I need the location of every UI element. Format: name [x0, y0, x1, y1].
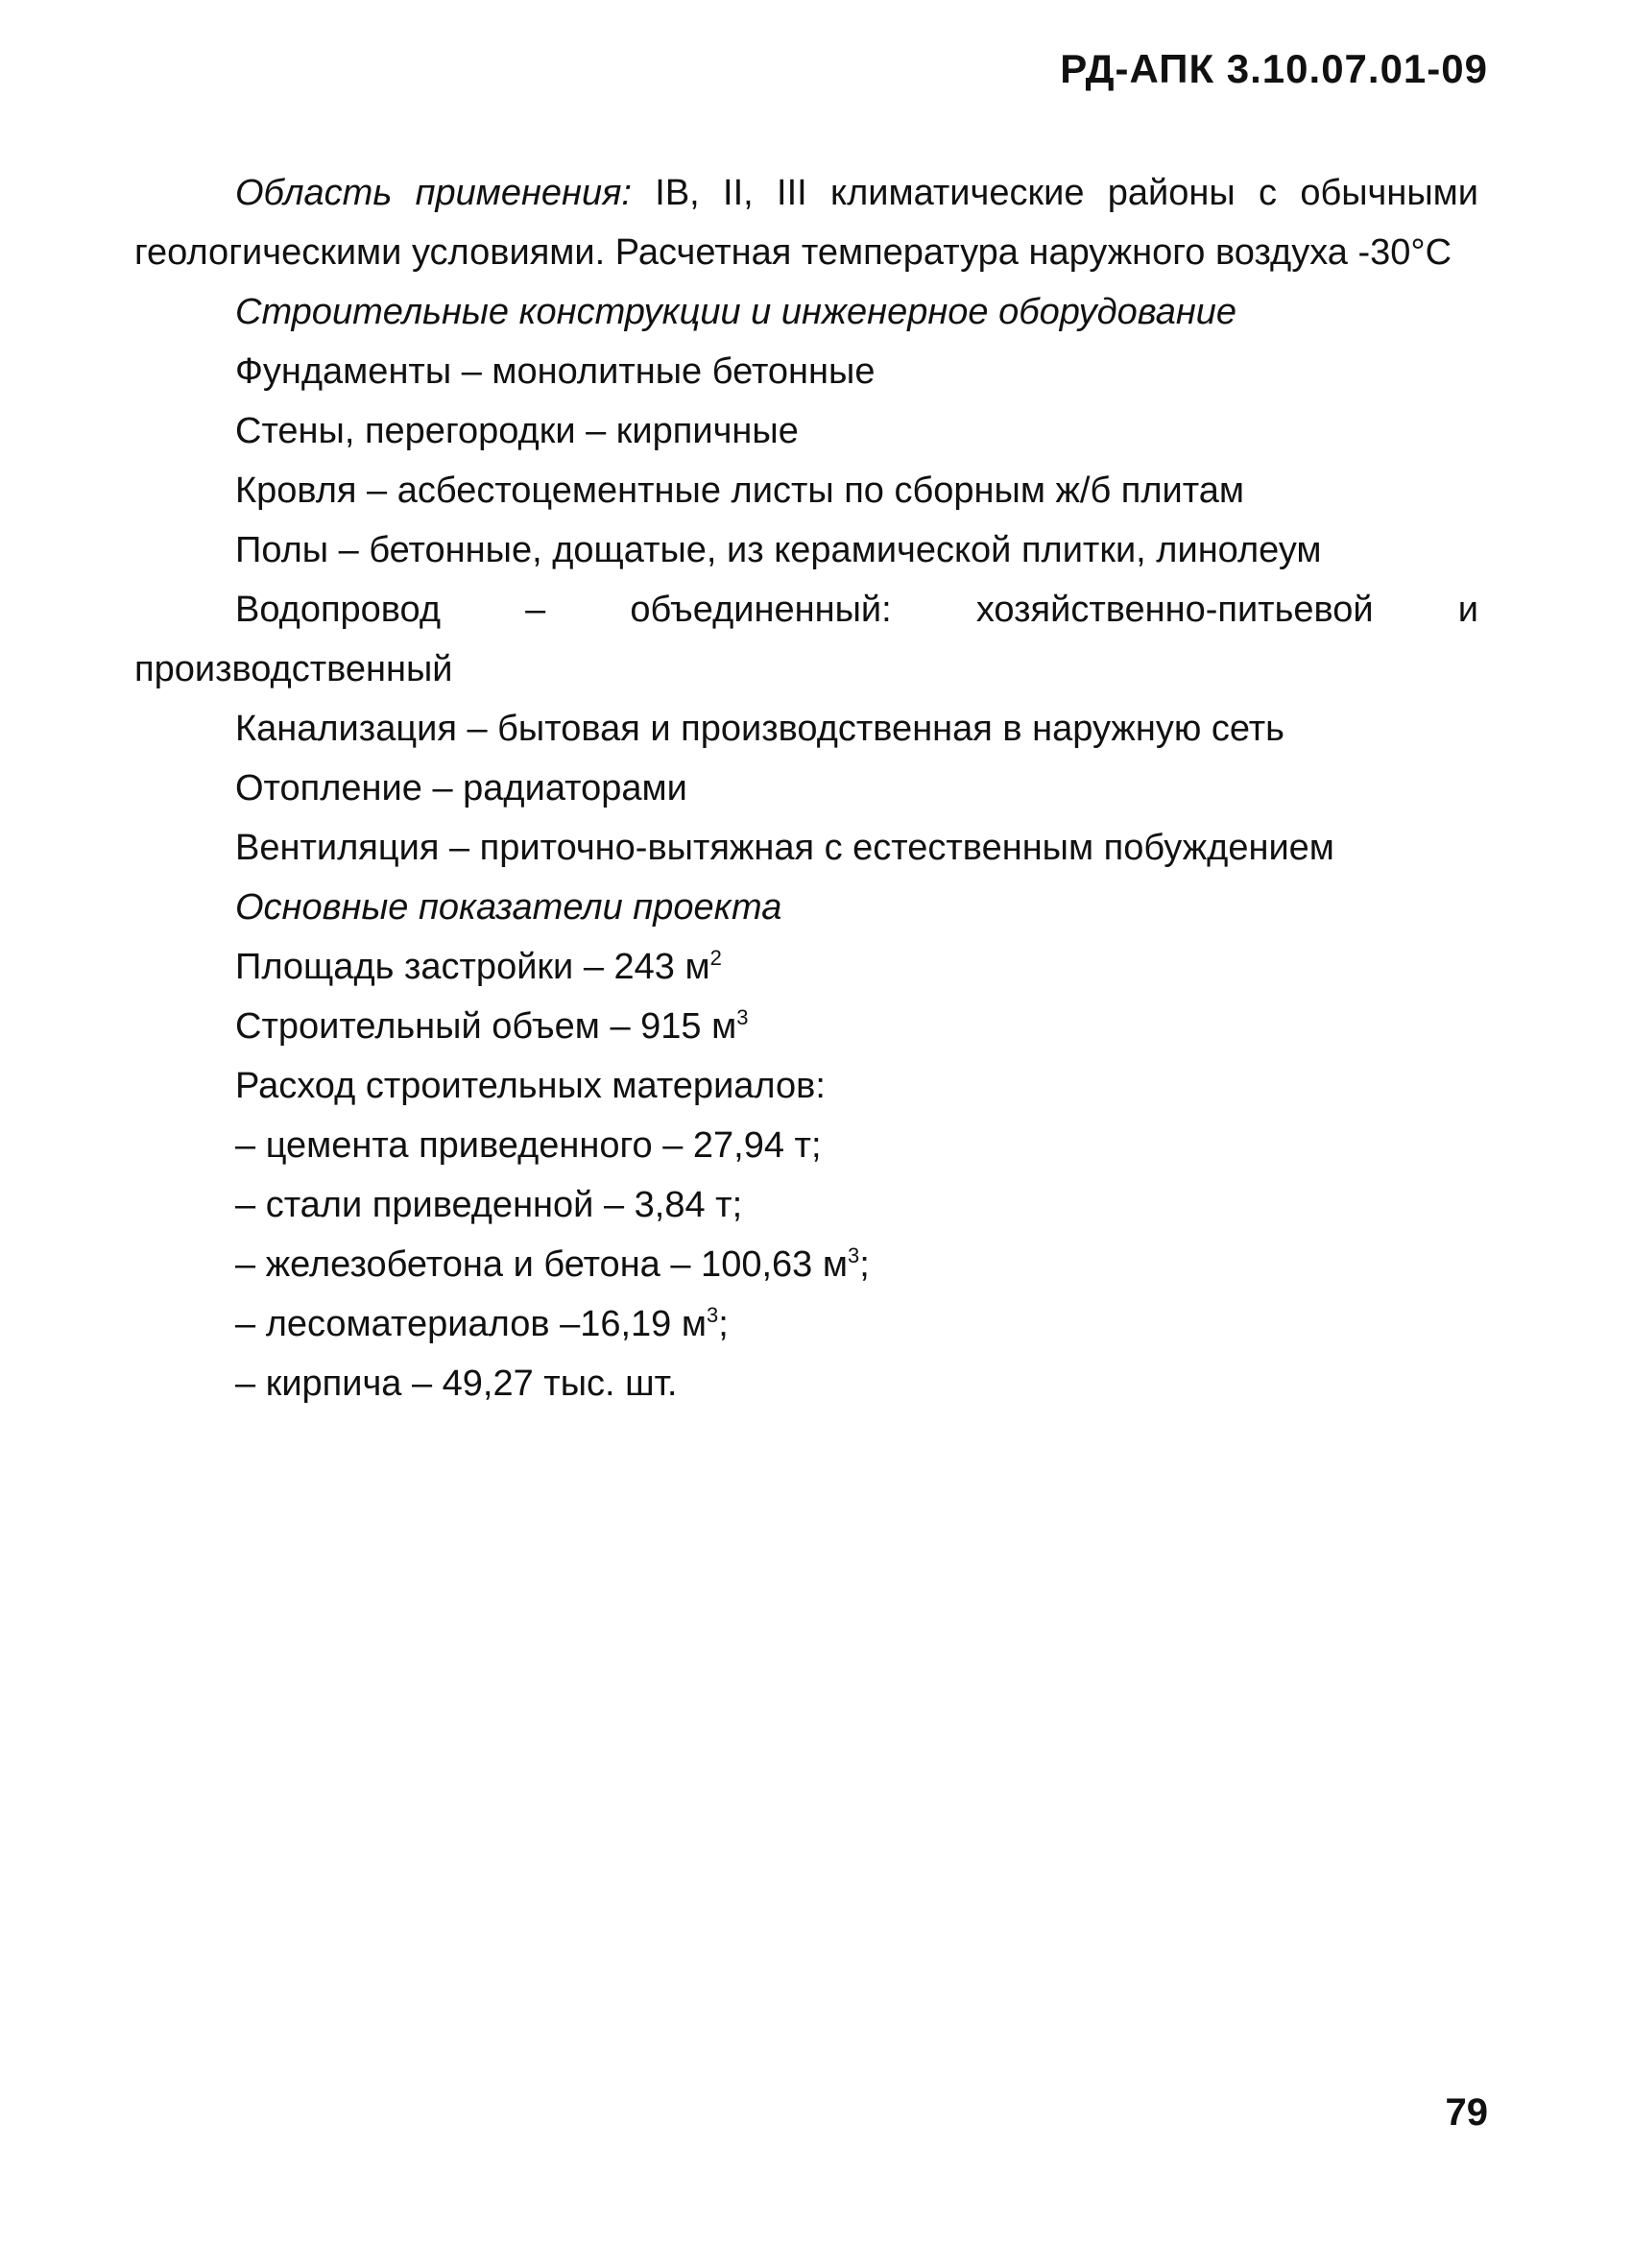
- water-supply-line: Водопровод – объединенный: хозяйственно-питьевой и производственный: [134, 590, 1478, 689]
- roof-line: Кровля – асбестоцементные листы по сборным ж/б плитам: [235, 470, 1245, 511]
- built-area-unit-exponent: 2: [709, 946, 722, 970]
- timber-line: [134, 1294, 1478, 1354]
- materials-label: Расход строительных материалов:: [235, 1066, 826, 1106]
- sewerage-line: Канализация – бытовая и производственная в наружную сеть: [235, 709, 1284, 749]
- document-code: РД-АПК 3.10.07.01-09: [1060, 46, 1488, 91]
- page-number: 79: [1445, 2091, 1488, 2134]
- timber-text: – лесоматериалов –16,19 м: [235, 1304, 707, 1344]
- volume-text: Строительный объем – 915 м: [235, 1006, 737, 1047]
- cement-line: – цемента приведенного – 27,94 т;: [235, 1125, 822, 1166]
- concrete-suffix: ;: [859, 1244, 870, 1285]
- concrete-line: [134, 1235, 1478, 1294]
- application-area-text: IB, II, III климатические районы с обычными геологическими условиями. Расчетная температура наружного воздуха -30°С: [134, 173, 1478, 273]
- concrete-text: – железобетона и бетона – 100,63 м: [235, 1244, 848, 1285]
- volume-unit-exponent: 3: [736, 1005, 749, 1029]
- indicators-heading: Основные показатели проекта: [235, 887, 782, 928]
- document-body: [134, 163, 1478, 1413]
- heating-line: Отопление – радиаторами: [235, 768, 687, 808]
- walls-line: Стены, перегородки – кирпичные: [235, 411, 799, 451]
- built-area-line: [134, 937, 1478, 997]
- application-area-paragraph: [134, 163, 1478, 282]
- timber-suffix: ;: [718, 1304, 729, 1344]
- ventilation-line: Вентиляция – приточно-вытяжная с естественным побуждением: [235, 828, 1334, 868]
- application-area-label: Область применения:: [235, 173, 632, 213]
- floors-line: Полы – бетонные, дощатые, из керамической плитки, линолеум: [235, 530, 1322, 570]
- foundations-line: Фундаменты – монолитные бетонные: [235, 351, 876, 392]
- timber-unit-exponent: 3: [706, 1303, 719, 1327]
- brick-line: – кирпича – 49,27 тыс. шт.: [235, 1363, 678, 1404]
- built-area-text: Площадь застройки – 243 м: [235, 947, 710, 987]
- concrete-unit-exponent: 3: [847, 1243, 860, 1267]
- volume-line: [134, 997, 1478, 1056]
- constructions-heading: Строительные конструкции и инженерное оборудование: [235, 292, 1237, 332]
- steel-line: – стали приведенной – 3,84 т;: [235, 1185, 743, 1225]
